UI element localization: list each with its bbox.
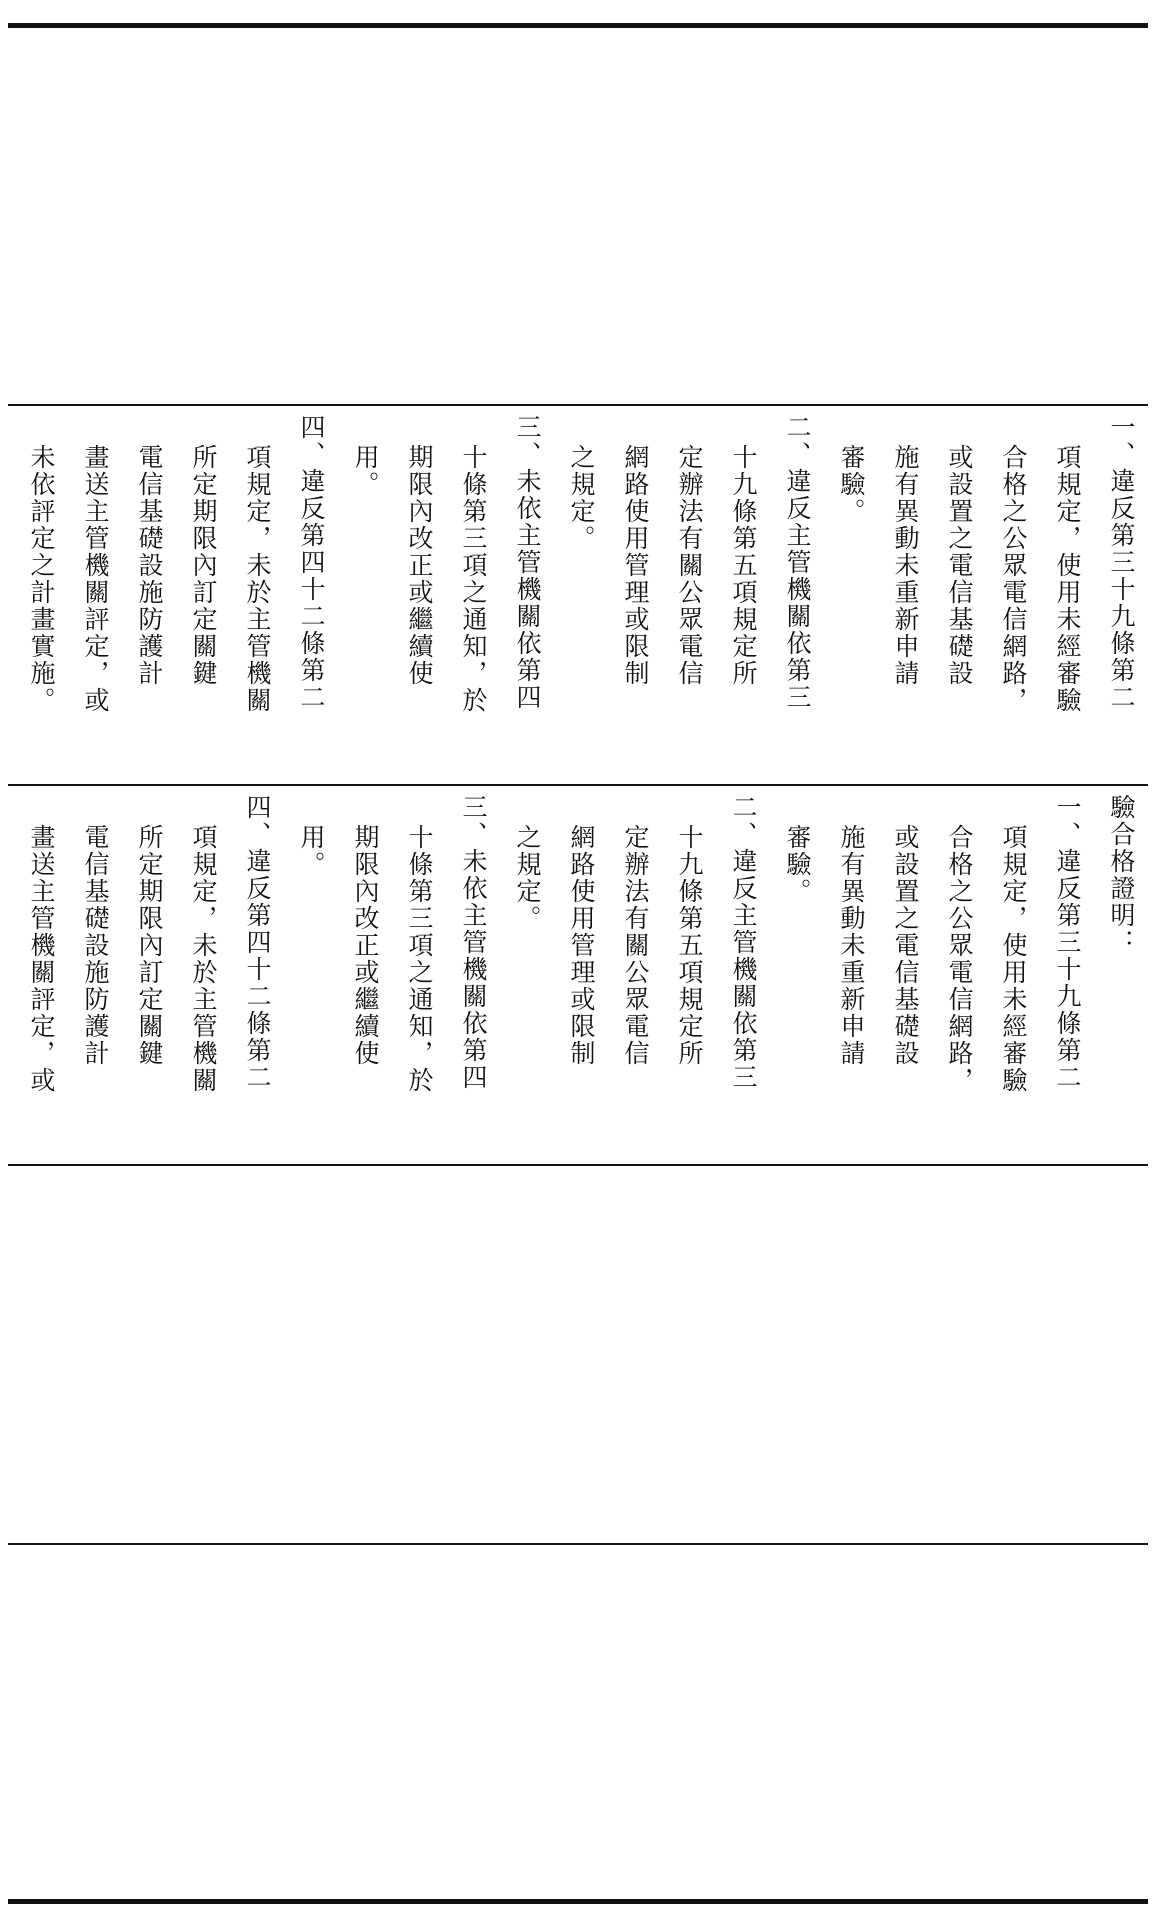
text-line: 二、違反主管機關依第三 xyxy=(729,794,758,1091)
table-row xyxy=(8,1166,1148,1543)
text-line: 或設置之電信基礎設 xyxy=(891,824,920,1067)
text-line: 項規定，使用未經審驗 xyxy=(1053,444,1082,714)
text-line: 驗合格證明： xyxy=(1107,794,1136,956)
text-line: 合格之公眾電信網路， xyxy=(999,444,1028,714)
table-bottom-border xyxy=(8,1899,1148,1904)
text-line: 網路使用管理或限制 xyxy=(567,824,596,1067)
text-line: 四、違反第四十二條第二 xyxy=(243,794,272,1091)
text-line: 合格之公眾電信網路， xyxy=(945,824,974,1094)
current-text xyxy=(14,786,1148,1164)
text-line: 未依評定之計畫實施。 xyxy=(27,444,56,714)
text-line: 所定期限內訂定關鍵 xyxy=(135,824,164,1067)
table-row xyxy=(8,406,1148,784)
text-line: 期限內改正或繼續使 xyxy=(405,444,434,687)
amended-text xyxy=(14,406,1148,784)
text-line: 期限內改正或繼續使 xyxy=(351,824,380,1067)
table-row xyxy=(8,786,1148,1164)
text-line: 項規定，使用未經審驗 xyxy=(999,824,1028,1094)
text-line: 施有異動未重新申請 xyxy=(891,444,920,687)
table-row xyxy=(8,1545,1148,1899)
text-line: 二、違反主管機關依第三 xyxy=(783,414,812,711)
text-line: 十九條第五項規定所 xyxy=(729,444,758,687)
text-line: 用。 xyxy=(297,824,326,878)
text-line: 審驗。 xyxy=(837,444,866,525)
text-line: 用。 xyxy=(351,444,380,498)
text-line: 之規定。 xyxy=(567,444,596,552)
text-line: 項規定，未於主管機關 xyxy=(189,824,218,1094)
table-row xyxy=(8,28,1148,404)
text-line: 網路使用管理或限制 xyxy=(621,444,650,687)
text-line: 三、未依主管機關依第四 xyxy=(459,794,488,1091)
text-line: 所定期限內訂定關鍵 xyxy=(189,444,218,687)
text-line: 畫送主管機關評定，或 xyxy=(81,444,110,714)
text-line: 審驗。 xyxy=(783,824,812,905)
text-line: 或設置之電信基礎設 xyxy=(945,444,974,687)
text-line: 施有異動未重新申請 xyxy=(837,824,866,1067)
text-line: 之規定。 xyxy=(513,824,542,932)
text-line: 三、未依主管機關依第四 xyxy=(513,414,542,711)
text-line: 電信基礎設施防護計 xyxy=(135,444,164,687)
text-line: 項規定，未於主管機關 xyxy=(243,444,272,714)
text-line: 畫送主管機關評定，或 xyxy=(27,824,56,1094)
text-line: 定辦法有關公眾電信 xyxy=(621,824,650,1067)
text-line: 一、違反第三十九條第二 xyxy=(1053,794,1082,1091)
text-line: 電信基礎設施防護計 xyxy=(81,824,110,1067)
text-line: 定辦法有關公眾電信 xyxy=(675,444,704,687)
text-line: 十條第三項之通知，於 xyxy=(405,824,434,1094)
text-line: 十條第三項之通知，於 xyxy=(459,444,488,714)
text-line: 一、違反第三十九條第二 xyxy=(1107,414,1136,711)
text-line: 十九條第五項規定所 xyxy=(675,824,704,1067)
text-line: 四、違反第四十二條第二 xyxy=(297,414,326,711)
